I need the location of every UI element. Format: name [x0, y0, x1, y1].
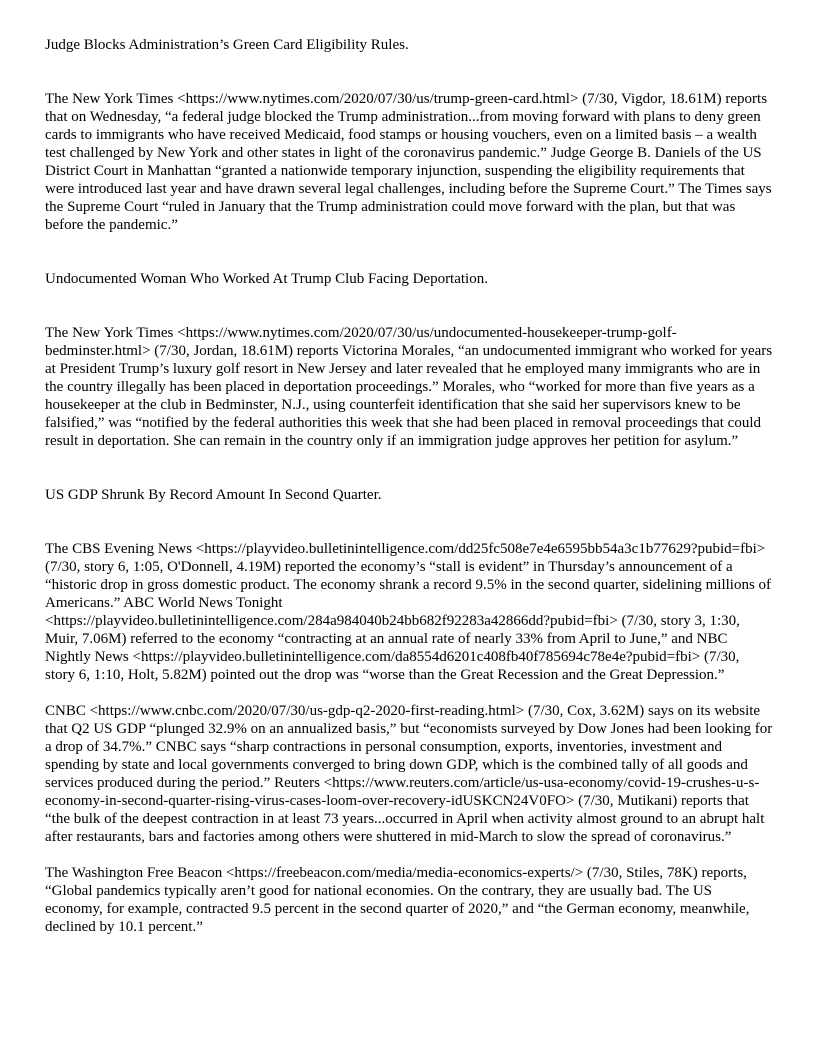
spacer	[45, 450, 773, 486]
story-paragraph: The CBS Evening News <https://playvideo.bulletinintelligence.com/dd25fc508e7e4e6595bb54a3c1b77629?pubid=fbi> (7/30, story 6, 1:05, O'Donnell, 4.19M) reported the economy’s “stall is evident” in Thursday’s announcement of a “historic drop in gross domestic product. The economy shrank a record 9.5% in the second quarter, sidelining millions of Americans.” ABC World News Tonight <https://playvideo.bulletinintelligence.com/284a984040b24bb682f92283a42866dd?pubid=fbi> (7/30, story 3, 1:30, Muir, 7.06M) referred to the economy “contracting at an annual rate of nearly 33% from April to June,” and NBC Nightly News <https://playvideo.bulletinintelligence.com/da8554d6201c408fb40f785694c78e4e?pubid=fbi> (7/30, story 6, 1:10, Holt, 5.82M) pointed out the drop was “worse than the Great Recession and the Great Depression.”	[45, 541, 772, 683]
document-page	[45, 36, 773, 936]
story-paragraph: The New York Times <https://www.nytimes.com/2020/07/30/us/undocumented-housekeeper-trump-golf-bedminster.html> (7/30, Jordan, 18.61M) reports Victorina Morales, “an undocumented immigrant who worked for years at President Trump’s luxury golf resort in New Jersey and later revealed that he employed many immigrants who are in the country illegally has been placed in deportation proceedings.” Morales, who “worked for more than five years as a housekeeper at the club in Bedminster, N.J., using counterfeit identification that she said her supervisors knew to be falsified,” was “notified by the federal authorities this week that she had been placed in removal proceedings that could result in deportation. She can remain in the country only if an immigration judge approves her petition for asylum.”	[45, 325, 773, 449]
story-headline: Judge Blocks Administration’s Green Card Eligibility Rules.	[45, 37, 409, 53]
story-headline: US GDP Shrunk By Record Amount In Second Quarter.	[45, 487, 382, 503]
spacer	[45, 684, 773, 702]
story-headline: Undocumented Woman Who Worked At Trump Club Facing Deportation.	[45, 271, 488, 287]
spacer	[45, 288, 773, 324]
story-paragraph: The Washington Free Beacon <https://freebeacon.com/media/media-economics-experts/> (7/30, Stiles, 78K) reports, “Global pandemics typically aren’t good for national economies. On the contrary, they are usually bad. The US economy, for example, contracted 9.5 percent in the second quarter of 2020,” and “the German economy, meanwhile, declined by 10.1 percent.”	[45, 865, 750, 935]
story-paragraph: CNBC <https://www.cnbc.com/2020/07/30/us-gdp-q2-2020-first-reading.html> (7/30, Cox, 3.62M) says on its website that Q2 US GDP “plunged 32.9% on an annualized basis,” but “economists surveyed by Dow Jones had been looking for a drop of 34.7%.” CNBC says “sharp contractions in personal consumption, exports, inventories, investment and spending by state and local governments converged to bring down GDP, which is the combined tally of all goods and services produced during the period.” Reuters <https://www.reuters.com/article/us-usa-economy/covid-19-crushes-u-s-economy-in-second-quarter-rising-virus-cases-loom-over-recovery-idUSKCN24V0FO> (7/30, Mutikani) reports that “the bulk of the deepest contraction in at least 73 years...occurred in April when activity almost ground to an abrupt halt after restaurants, bars and factories among others were shuttered in mid-March to slow the spread of coronavirus.”	[45, 703, 773, 845]
spacer	[45, 234, 773, 270]
story-paragraph: The New York Times <https://www.nytimes.com/2020/07/30/us/trump-green-card.html> (7/30, Vigdor, 18.61M) reports that on Wednesday, “a federal judge blocked the Trump administration...from moving forward with plans to deny green cards to immigrants who have received Medicaid, food stamps or housing vouchers, even on a limited basis – a wealth test challenged by New York and other states in light of the coronavirus pandemic.” Judge George B. Daniels of the US District Court in Manhattan “granted a nationwide temporary injunction, suspending the eligibility requirements that were introduced last year and have drawn several legal challenges, including before the Supreme Court.” The Times says the Supreme Court “ruled in January that the Trump administration could move forward with the plan, but that was before the pandemic.”	[45, 91, 772, 233]
spacer	[45, 504, 773, 540]
spacer	[45, 54, 773, 90]
spacer	[45, 846, 773, 864]
